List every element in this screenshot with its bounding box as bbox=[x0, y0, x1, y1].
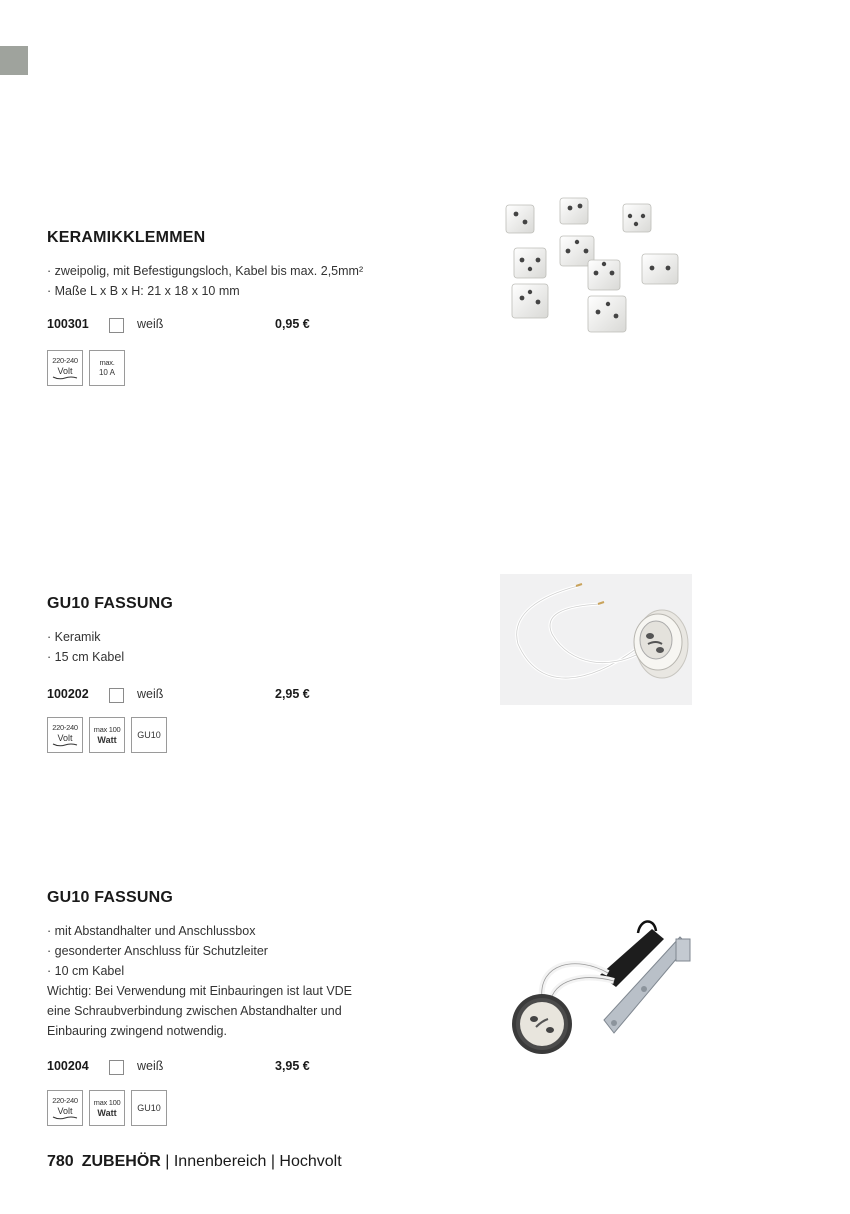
badge-top-text: max 100 bbox=[93, 725, 121, 734]
badge-bottom-text: Volt bbox=[57, 1106, 73, 1116]
spec-badges bbox=[47, 1090, 467, 1128]
badge-top-text: 220-240 bbox=[52, 1096, 78, 1105]
badge-bottom-text: Watt bbox=[97, 735, 117, 745]
product-title: GU10 FASSUNG bbox=[47, 595, 173, 612]
badge-top-text: 220-240 bbox=[52, 723, 78, 732]
section-path: | Innenbereich | Hochvolt bbox=[160, 1153, 342, 1170]
socket-badge bbox=[131, 717, 167, 753]
feature-note: Einbauring zwingend notwendig. bbox=[47, 1024, 227, 1038]
article-number: 100204 bbox=[47, 1059, 89, 1073]
price: 0,95 € bbox=[275, 317, 310, 331]
badge-bottom-text: Volt bbox=[57, 733, 73, 743]
current-badge bbox=[89, 350, 125, 386]
socket-badge bbox=[131, 1090, 167, 1126]
badge-top-text: 220-240 bbox=[52, 356, 78, 365]
price: 3,95 € bbox=[275, 1059, 310, 1073]
feature-item: · 15 cm Kabel bbox=[47, 650, 125, 664]
order-row bbox=[47, 1059, 467, 1079]
feature-item: · 10 cm Kabel bbox=[47, 964, 125, 978]
voltage-badge bbox=[47, 717, 83, 753]
feature-item: · Maße L x B x H: 21 x 18 x 10 mm bbox=[47, 284, 240, 298]
order-checkbox[interactable] bbox=[109, 318, 124, 333]
badge-top-text: max 100 bbox=[93, 1098, 121, 1107]
spec-badges bbox=[47, 350, 467, 388]
color-label: weiß bbox=[137, 1059, 164, 1073]
page-number: 780 bbox=[47, 1153, 74, 1170]
color-label: weiß bbox=[137, 687, 164, 701]
price: 2,95 € bbox=[275, 687, 310, 701]
voltage-badge bbox=[47, 350, 83, 386]
product-gu10-fassung-abstandhalter bbox=[47, 889, 467, 1128]
badge-text: GU10 bbox=[137, 1103, 161, 1113]
order-row bbox=[47, 687, 467, 707]
order-row bbox=[47, 317, 467, 337]
product-title: GU10 FASSUNG bbox=[47, 889, 173, 906]
feature-note: Wichtig: Bei Verwendung mit Einbauringen ist laut VDE bbox=[47, 984, 353, 998]
wattage-badge bbox=[89, 717, 125, 753]
product-features bbox=[47, 261, 467, 301]
gu10-socket-photo bbox=[500, 574, 692, 705]
feature-item: · Keramik bbox=[47, 630, 101, 644]
wattage-badge bbox=[89, 1090, 125, 1126]
badge-text: GU10 bbox=[137, 730, 161, 740]
feature-note: eine Schraubverbindung zwischen Abstandhalter und bbox=[47, 1004, 342, 1018]
feature-item: · zweipolig, mit Befestigungsloch, Kabel bis max. 2,5mm² bbox=[47, 264, 364, 278]
feature-item: · gesonderter Anschluss für Schutzleiter bbox=[47, 944, 268, 958]
ceramic-terminals-photo bbox=[500, 192, 690, 340]
order-checkbox[interactable] bbox=[109, 688, 124, 703]
spec-badges bbox=[47, 717, 467, 755]
gu10-socket-bracket-photo bbox=[504, 915, 694, 1060]
product-keramikklemmen bbox=[47, 229, 467, 388]
ac-wave-icon bbox=[52, 376, 78, 380]
badge-top-text: max. bbox=[99, 358, 115, 367]
ac-wave-icon bbox=[52, 743, 78, 747]
badge-bottom-text: 10 A bbox=[98, 368, 115, 377]
ac-wave-icon bbox=[52, 1116, 78, 1120]
badge-bottom-text: Watt bbox=[97, 1108, 117, 1118]
article-number: 100301 bbox=[47, 317, 89, 331]
voltage-badge bbox=[47, 1090, 83, 1126]
product-features bbox=[47, 921, 467, 1041]
article-number: 100202 bbox=[47, 687, 89, 701]
badge-bottom-text: Volt bbox=[57, 366, 73, 376]
color-label: weiß bbox=[137, 317, 164, 331]
page-footer bbox=[47, 1153, 342, 1171]
section-color-tab bbox=[0, 46, 28, 75]
section-name: ZUBEHÖR bbox=[81, 1153, 161, 1170]
feature-item: · mit Abstandhalter und Anschlussbox bbox=[47, 924, 256, 938]
product-gu10-fassung bbox=[47, 595, 467, 755]
product-title: KERAMIKKLEMMEN bbox=[47, 229, 206, 246]
order-checkbox[interactable] bbox=[109, 1060, 124, 1075]
product-features bbox=[47, 627, 467, 667]
